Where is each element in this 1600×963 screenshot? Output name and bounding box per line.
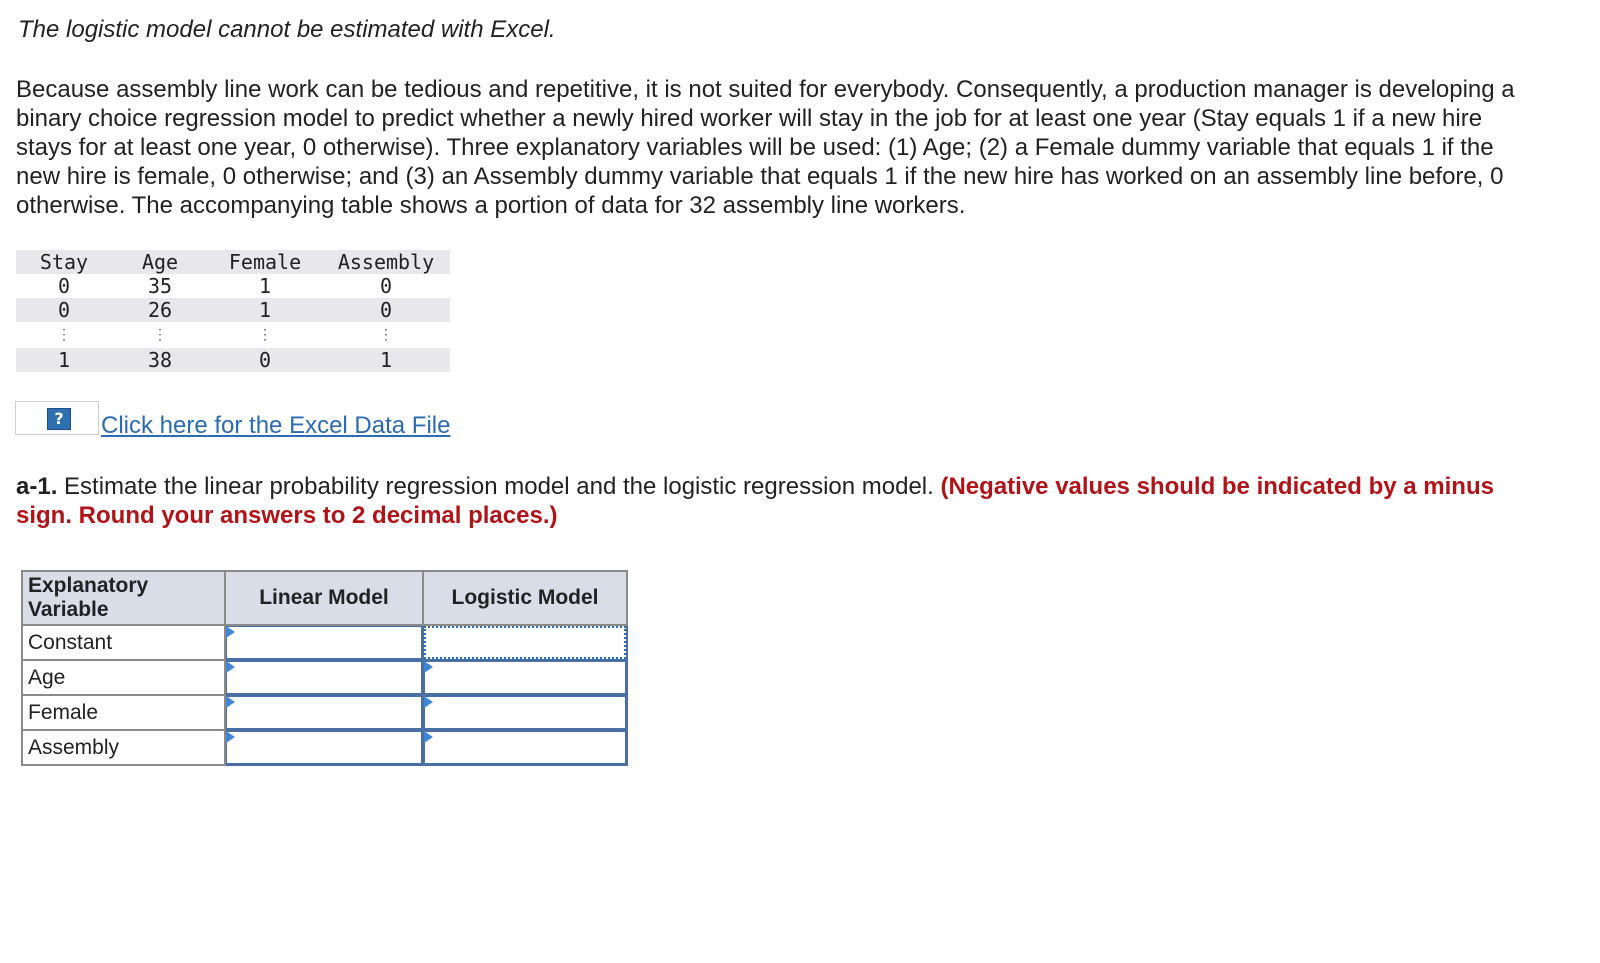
logistic-assembly-input[interactable] xyxy=(424,731,626,764)
header-stay: Stay xyxy=(39,250,89,274)
excel-data-file-link[interactable]: Click here for the Excel Data File xyxy=(101,412,451,439)
table-row-ellipsis xyxy=(16,322,450,348)
cell-stay: 0 xyxy=(57,298,71,322)
linear-cell[interactable] xyxy=(225,625,423,660)
answer-row-age xyxy=(22,660,627,695)
logistic-constant-input[interactable] xyxy=(424,626,626,659)
help-icon-box[interactable] xyxy=(15,401,99,435)
cell-ellipsis: ⋮ xyxy=(379,327,393,343)
cell-assembly: 0 xyxy=(379,298,393,322)
header-age: Age xyxy=(141,250,179,274)
header-assembly: Assembly xyxy=(337,250,435,274)
cell-assembly: 1 xyxy=(379,348,393,372)
cell-stay: 0 xyxy=(57,274,71,298)
intro-note: The logistic model cannot be estimated with Excel. xyxy=(18,16,556,43)
row-label: Age xyxy=(22,660,225,695)
cell-stay: 1 xyxy=(57,348,71,372)
question-a1 xyxy=(16,472,1496,530)
row-label: Constant xyxy=(22,625,225,660)
linear-age-input[interactable] xyxy=(226,661,422,694)
header-female: Female xyxy=(228,250,302,274)
row-label: Assembly xyxy=(22,730,225,765)
header-explanatory-line1: Explanatory xyxy=(28,574,149,597)
cell-age: 26 xyxy=(147,298,173,322)
cell-age: 38 xyxy=(147,348,173,372)
data-table-header-row xyxy=(16,250,450,274)
question-instruction: (Negative values should be indicated by a minus sign. Round your answers to 2 decimal places.) xyxy=(16,473,1494,529)
answer-row-female xyxy=(22,695,627,730)
header-explanatory-line2: Variable xyxy=(28,598,109,621)
cell-female: 1 xyxy=(258,274,272,298)
linear-constant-input[interactable] xyxy=(226,626,422,659)
cell-ellipsis: ⋮ xyxy=(57,327,71,343)
help-icon[interactable]: ? xyxy=(47,408,71,430)
logistic-cell[interactable] xyxy=(423,625,627,660)
table-row xyxy=(16,298,450,322)
linear-female-input[interactable] xyxy=(226,696,422,729)
cell-female: 0 xyxy=(258,348,272,372)
cell-age: 35 xyxy=(147,274,173,298)
cell-ellipsis: ⋮ xyxy=(153,327,167,343)
logistic-cell[interactable] xyxy=(423,730,627,765)
linear-cell[interactable] xyxy=(225,730,423,765)
linear-cell[interactable] xyxy=(225,695,423,730)
header-logistic-model: Logistic Model xyxy=(423,571,627,625)
answer-header-row xyxy=(22,571,627,625)
logistic-female-input[interactable] xyxy=(424,696,626,729)
table-row xyxy=(16,274,450,298)
question-number: a-1. xyxy=(16,473,58,500)
answer-row-assembly xyxy=(22,730,627,765)
problem-text: Because assembly line work can be tedious and repetitive, it is not suited for everybody. Consequently, a production manager is developing a binary choice regression model to predict whether a newly hired worker will stay in the job for at least one year (Stay equals 1 if a new hire stays for at least one year, 0 otherwise). Three explanatory variables will be used: (1) Age; (2) a Female dummy variable that equals 1 if the new hire is female, 0 otherwise; and (3) an Assembly dummy variable that equals 1 if the new hire has worked on an assembly line before, 0 otherwise. The accompanying table shows a portion of data for 32 assembly line workers. xyxy=(16,76,1515,219)
logistic-cell[interactable] xyxy=(423,695,627,730)
header-explanatory-variable xyxy=(22,571,225,625)
table-row xyxy=(16,348,450,372)
linear-assembly-input[interactable] xyxy=(226,731,422,764)
answer-table xyxy=(21,570,628,766)
cell-assembly: 0 xyxy=(379,274,393,298)
question-text: Estimate the linear probability regression model and the logistic regression model. xyxy=(57,473,941,500)
logistic-age-input[interactable] xyxy=(424,661,626,694)
cell-ellipsis: ⋮ xyxy=(258,327,272,343)
cell-female: 1 xyxy=(258,298,272,322)
row-label: Female xyxy=(22,695,225,730)
logistic-cell[interactable] xyxy=(423,660,627,695)
answer-row-constant xyxy=(22,625,627,660)
data-table xyxy=(16,250,450,372)
header-linear-model: Linear Model xyxy=(225,571,423,625)
linear-cell[interactable] xyxy=(225,660,423,695)
